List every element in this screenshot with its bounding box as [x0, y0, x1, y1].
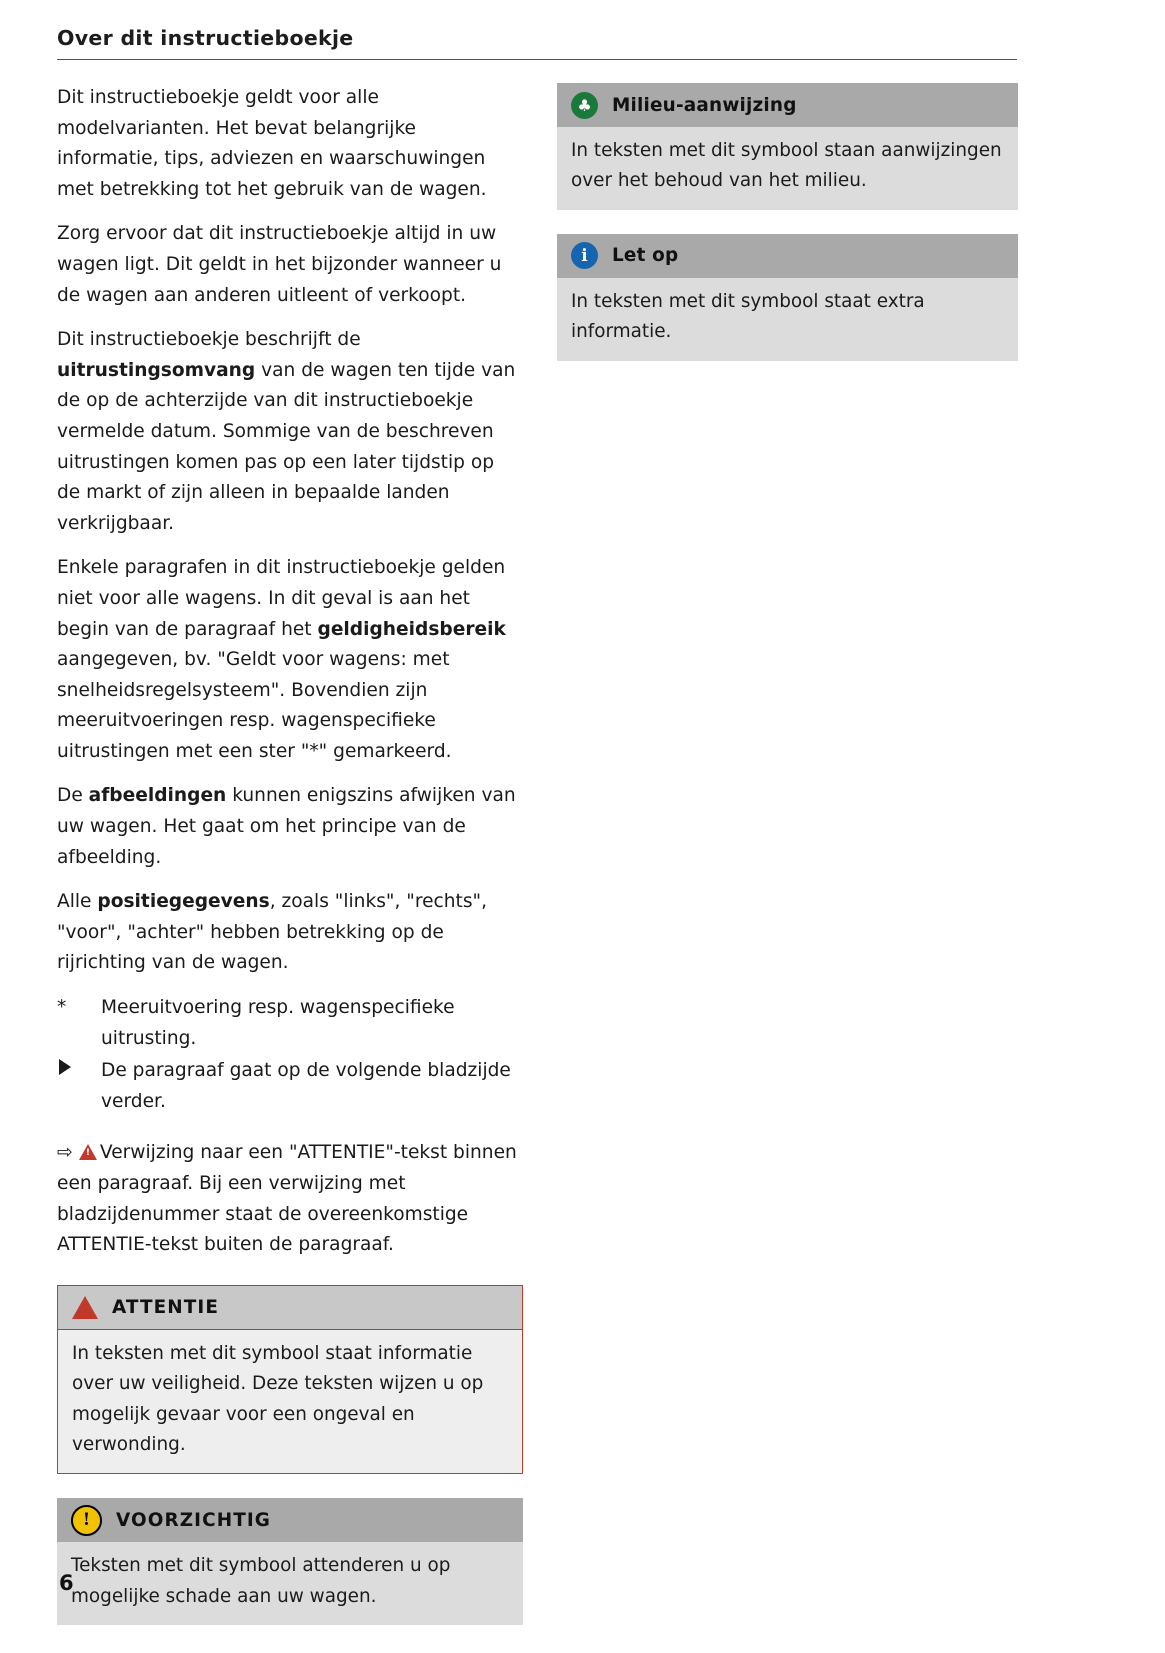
notice-box-attentie — [57, 1285, 523, 1475]
notice-body: Teksten met dit symbool attenderen u op mogelijke schade aan uw wagen. — [57, 1542, 523, 1625]
notice-body: In teksten met dit symbool staat informatie over uw veiligheid. Deze teksten wijzen u op mogelijk gevaar voor een ongeval en verwonding. — [58, 1330, 522, 1474]
validity-text-pre: Enkele paragrafen in dit instructieboekje gelden niet voor alle wagens. In dit geval is aan het begin van de paragraaf het — [57, 557, 506, 640]
notice-box-letop — [557, 234, 1018, 361]
asterisk-icon: * — [57, 997, 67, 1019]
notice-header — [557, 83, 1018, 127]
positions-paragraph — [57, 887, 523, 979]
notice-header — [57, 1498, 523, 1542]
left-column — [57, 83, 523, 1625]
illustrations-text-pre: De — [57, 785, 89, 807]
notice-title: Milieu-aanwijzing — [612, 94, 797, 116]
illustrations-paragraph — [57, 781, 523, 873]
equipment-term: uitrustingsomvang — [57, 359, 256, 381]
equipment-scope-paragraph — [57, 325, 523, 539]
positions-text-pre: Alle — [57, 891, 98, 913]
notice-box-voorzichtig — [57, 1498, 523, 1625]
warning-triangle-icon-inline: ! — [79, 1144, 97, 1160]
page-header — [57, 26, 1017, 60]
list-item-label: De paragraaf gaat op de volgende bladzijde verder. — [101, 1060, 511, 1112]
cross-reference-text: Verwijzing naar een "ATTENTIE"-tekst binnen een paragraaf. Bij een verwijzing met bladzijdenummer staat de overeenkomstige ATTENTIE-tekst buiten de paragraaf. — [57, 1142, 517, 1256]
cross-reference-note — [57, 1137, 523, 1260]
right-column — [557, 83, 1018, 361]
validity-term: geldigheidsbereik — [317, 618, 506, 640]
arrow-right-icon: ⇨ — [57, 1141, 73, 1164]
header-divider — [57, 59, 1017, 60]
notice-body: In teksten met dit symbool staat extra informatie. — [557, 278, 1018, 361]
intro-paragraph-2: Zorg ervoor dat dit instructieboekje altijd in uw wagen ligt. Dit geldt in het bijzonder wanneer u de wagen aan anderen uitleent of verkoopt. — [57, 223, 502, 306]
validity-scope-paragraph — [57, 553, 523, 767]
page-number: 6 — [59, 1571, 74, 1595]
positions-term: positiegegevens — [97, 891, 270, 913]
page-title: Over dit instructieboekje — [57, 26, 354, 50]
warning-triangle-icon: ! — [72, 1296, 98, 1319]
list-item — [57, 1056, 523, 1117]
notice-title: Let op — [612, 245, 679, 267]
caution-circle-icon: ! — [71, 1505, 102, 1536]
environment-leaf-icon: ♣ — [571, 92, 598, 119]
list-item — [57, 993, 523, 1054]
notice-body: In teksten met dit symbool staan aanwijzingen over het behoud van het milieu. — [557, 127, 1018, 210]
illustrations-text-post: kunnen enigszins afwijken van uw wagen. Het gaat om het principe van de afbeelding. — [57, 785, 516, 868]
notice-title: ATTENTIE — [112, 1296, 220, 1318]
equipment-text-pre: Dit instructieboekje beschrijft de — [57, 329, 361, 351]
validity-text-post: aangegeven, bv. "Geldt voor wagens: met snelheidsregelsysteem". Bovendien zijn meeruitvoeringen resp. wagenspecifieke uitrustingen met een ster "*" gemarkeerd. — [57, 649, 452, 762]
illustrations-term: afbeeldingen — [88, 785, 227, 807]
triangle-right-icon — [57, 1056, 101, 1117]
notice-header — [58, 1286, 522, 1330]
intro-paragraph-1: Dit instructieboekje geldt voor alle modelvarianten. Het bevat belangrijke informatie, tips, adviezen en waarschuwingen met betrekking tot het gebruik van de wagen. — [57, 87, 487, 200]
positions-text-post: , zoals "links", "rechts", "voor", "achter" hebben betrekking op de rijrichting van de wagen. — [57, 891, 487, 974]
notice-header — [557, 234, 1018, 278]
notice-title: VOORZICHTIG — [116, 1509, 271, 1531]
notice-box-milieu — [557, 83, 1018, 210]
info-circle-icon: i — [571, 242, 598, 269]
equipment-text-post: van de wagen ten tijde van de op de achterzijde van dit instructieboekje vermelde datum. Sommige van de beschreven uitrustingen komen pas op een later tijdstip op de markt of zijn alleen in bepaalde landen verkrijgbaar. — [57, 359, 516, 534]
list-item-label: Meeruitvoering resp. wagenspecifieke uitrusting. — [101, 997, 455, 1049]
